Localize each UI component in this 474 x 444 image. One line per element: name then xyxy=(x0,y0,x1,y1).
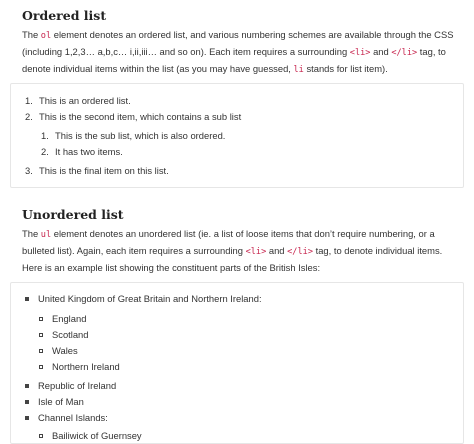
ordered-sublist-item xyxy=(41,144,123,160)
ordered-list-item xyxy=(25,163,169,179)
hollow-bullet-icon xyxy=(39,317,43,321)
paragraph-text: The xyxy=(22,29,41,40)
unordered-list-item xyxy=(25,291,262,307)
paragraph-text: stands for list item). xyxy=(303,63,388,74)
item-number: 2. xyxy=(41,146,49,157)
ordered-list-item xyxy=(25,109,241,125)
unordered-list-item xyxy=(25,410,108,426)
ordered-list-heading: Ordered list xyxy=(22,8,107,23)
paragraph-text: element denotes an ordered list, and various numbering schemes are available through the CSS (including 1,2,3… a,b,c… i,ii,iii… and so on). Each item requires a surrounding xyxy=(22,29,454,57)
unordered-list-item xyxy=(25,378,116,394)
item-text: England xyxy=(52,313,87,324)
item-text: This is an ordered list. xyxy=(39,95,131,106)
item-text: Wales xyxy=(52,345,78,356)
unordered-sublist-item xyxy=(39,359,120,375)
ordered-list-description xyxy=(22,27,460,78)
bullet-icon xyxy=(25,384,29,388)
hollow-bullet-icon xyxy=(39,349,43,353)
item-number: 1. xyxy=(25,95,33,106)
item-text: United Kingdom of Great Britain and Northern Ireland: xyxy=(38,293,262,304)
bullet-icon xyxy=(25,297,29,301)
hollow-bullet-icon xyxy=(39,365,43,369)
item-text: This is the second item, which contains a sub list xyxy=(39,111,242,122)
item-number: 2. xyxy=(25,111,33,122)
paragraph-text: element denotes an unordered list (ie. a list of loose items that don’t require numbering, or a bulleted list). Again, each item requires a surrounding xyxy=(22,228,435,256)
hollow-bullet-icon xyxy=(39,333,43,337)
unordered-list-description xyxy=(22,226,462,276)
unordered-sublist-item xyxy=(39,311,86,327)
bullet-icon xyxy=(25,416,29,420)
item-text: Channel Islands: xyxy=(38,412,108,423)
item-text: Isle of Man xyxy=(38,396,84,407)
bullet-icon xyxy=(25,400,29,404)
unordered-list-heading: Unordered list xyxy=(22,207,124,222)
item-text: Scotland xyxy=(52,329,89,340)
ordered-sublist-item xyxy=(41,128,225,144)
item-number: 3. xyxy=(25,165,33,176)
paragraph-text: tag, to denote individual items within the list (as you may have guessed, xyxy=(22,46,446,74)
inline-code: <li> xyxy=(349,48,371,58)
paragraph-text: and xyxy=(266,245,288,256)
item-text: It has two items. xyxy=(55,146,123,157)
inline-code: </li> xyxy=(287,247,313,257)
paragraph-text: and xyxy=(370,46,392,57)
item-number: 1. xyxy=(41,130,49,141)
unordered-sublist-item xyxy=(39,428,142,444)
inline-code: ol xyxy=(40,31,52,41)
ordered-list-example xyxy=(10,83,464,188)
unordered-list-example xyxy=(10,282,464,444)
item-text: Bailiwick of Guernsey xyxy=(52,430,142,441)
inline-code: </li> xyxy=(391,48,418,58)
inline-code: <li> xyxy=(245,247,267,257)
paragraph-text: tag, to denote individual items. Here is an example list showing the constituent parts of the British Isles: xyxy=(22,245,443,273)
inline-code: li xyxy=(293,65,304,75)
unordered-list-item xyxy=(25,394,84,410)
item-text: Northern Ireland xyxy=(52,361,120,372)
item-text: This is the sub list, which is also ordered. xyxy=(55,130,226,141)
item-text: Republic of Ireland xyxy=(38,380,117,391)
item-text: This is the final item on this list. xyxy=(39,165,169,176)
inline-code: ul xyxy=(40,230,52,240)
paragraph-text: The xyxy=(22,228,41,239)
unordered-sublist-item xyxy=(39,343,78,359)
unordered-sublist-item xyxy=(39,327,88,343)
ordered-list-item xyxy=(25,93,131,109)
